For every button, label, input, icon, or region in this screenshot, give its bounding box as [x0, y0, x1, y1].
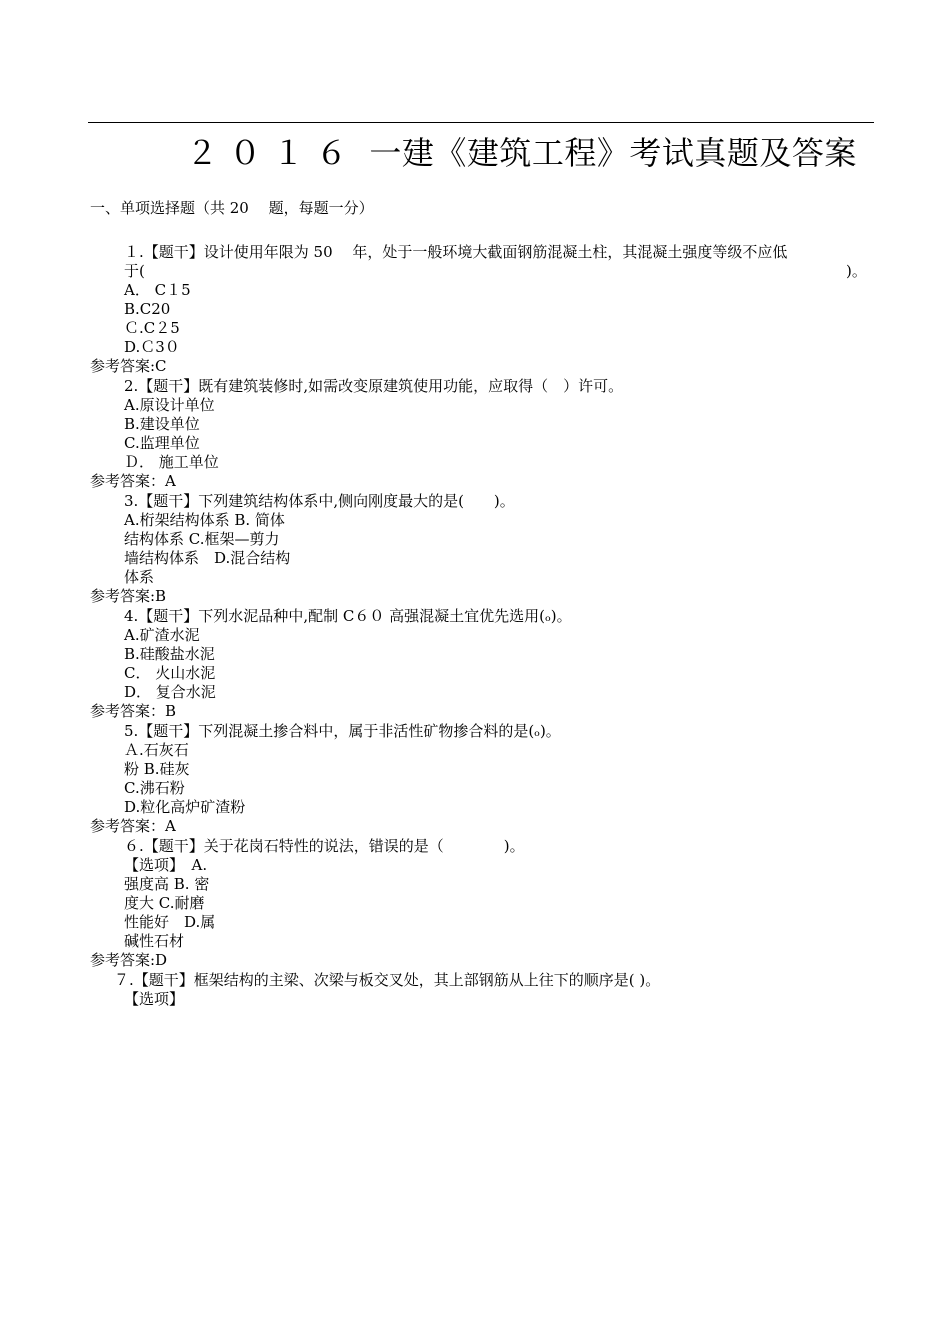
q1-option-b: B.C20: [124, 300, 171, 318]
q2-answer: 参考答案：A: [90, 472, 176, 490]
q3-options-line3: 墙结构体系 D.混合结构: [124, 549, 291, 567]
q6-options-line3: 度大 C.耐磨: [124, 894, 205, 912]
q5-answer: 参考答案：A: [90, 817, 176, 835]
q3-options-line4: 体系: [124, 568, 155, 586]
q6-answer: 参考答案:D: [90, 951, 168, 969]
q5-options-line4: D.粒化高炉矿渣粉: [124, 798, 246, 816]
q2-option-d: Ｄ． 施工单位: [124, 453, 219, 471]
q5-options-line1: Ａ.石灰石: [124, 741, 189, 759]
q5-options-line3: C.沸石粉: [124, 779, 185, 797]
q6-options-line1: 【选项】 A.: [124, 856, 208, 874]
q1-option-a: A． C１5: [124, 281, 191, 299]
q6-options-line2: 强度高 B. 密: [124, 875, 210, 893]
q1-answer: 参考答案:C: [90, 357, 167, 375]
q4-option-a: A.矿渣水泥: [124, 626, 200, 644]
q2-option-a: A.原设计单位: [124, 396, 215, 414]
q4-option-d: D． 复合水泥: [124, 683, 216, 701]
q3-answer: 参考答案:B: [90, 587, 167, 605]
q1-stem-line1: １.【题干】设计使用年限为 50 年，处于一般环境大截面钢筋混凝土柱，其混凝土强度等级不应低: [124, 243, 788, 261]
q4-option-c: C． 火山水泥: [124, 664, 216, 682]
q4-answer: 参考答案：B: [90, 702, 177, 720]
q6-options-line5: 碱性石材: [124, 932, 185, 950]
q6-stem: ６.【题干】关于花岗石特性的说法，错误的是（ )。: [124, 837, 525, 855]
top-rule: [88, 122, 874, 123]
q5-stem: 5.【题干】下列混凝土掺合料中，属于非活性矿物掺合料的是(ₒ)。: [124, 722, 561, 740]
q1-option-d: D.Ｃ3０: [124, 338, 180, 356]
q3-options-line2: 结构体系 C.框架—剪力: [124, 530, 280, 548]
q2-option-b: B.建设单位: [124, 415, 200, 433]
q1-stem-line2-end: )。: [846, 262, 867, 280]
q5-options-line2: 粉 B.硅灰: [124, 760, 190, 778]
q4-stem: 4.【题干】下列水泥品种中,配制 C６０ 高强混凝土宜优先选用(ₒ)。: [124, 607, 572, 625]
q4-option-b: B.硅酸盐水泥: [124, 645, 215, 663]
section-heading: 一、单项选择题（共 20 题，每题一分）: [90, 199, 374, 217]
q1-option-c: Ｃ.C２5: [124, 319, 180, 337]
q6-options-line4: 性能好 D.属: [124, 913, 216, 931]
q7-options-label: 【选项】: [124, 990, 185, 1008]
q2-option-c: C.监理单位: [124, 434, 200, 452]
q2-stem: 2.【题干】既有建筑装修时,如需改变原建筑使用功能，应取得（ ）许可。: [124, 377, 624, 395]
q3-options-line1: A.桁架结构体系 B. 简体: [124, 511, 285, 529]
q7-stem: ７.【题干】框架结构的主梁、次梁与板交叉处，其上部钢筋从上往下的顺序是( )。: [114, 971, 661, 989]
q1-stem-line2: 于(: [124, 262, 145, 280]
page-title: ２ ０ １ ６ 一建《建筑工程》考试真题及答案: [186, 134, 857, 172]
q3-stem: 3.【题干】下列建筑结构体系中,侧向刚度最大的是( )。: [124, 492, 515, 510]
